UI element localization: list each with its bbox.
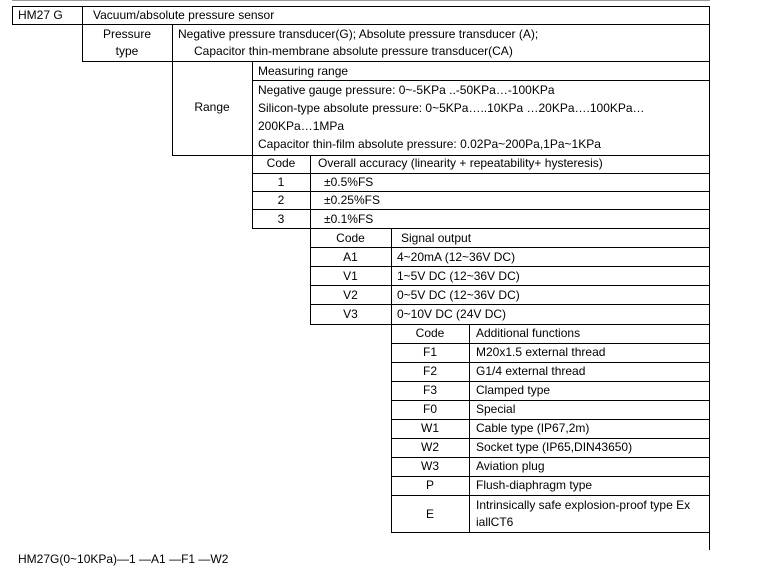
signal-desc: 1~5V DC (12~36V DC) [397,269,520,283]
accuracy-desc: ±0.25%FS [324,193,380,207]
range-line-silicon: Silicon-type absolute pressure: 0~5KPa…..10KPa …20KPa….100KPa… [258,101,645,115]
signal-code-header: Code [336,231,365,245]
signal-desc-header: Signal output [401,231,472,245]
function-desc: Clamped type [476,383,551,397]
function-code: W1 [421,421,439,435]
accuracy-desc-header: Overall accuracy (linearity + repeatability+ hysteresis) [318,156,603,170]
range-line-silicon-cont: 200KPa…1MPa [258,119,345,133]
function-code: P [425,478,434,492]
function-code: E [425,507,434,521]
function-code-header: Code [415,326,445,340]
pressure-type-line-2: Capacitor thin-membrane absolute pressure transducer(CA) [194,44,513,58]
accuracy-code: 3 [277,212,285,226]
function-desc-header: Additional functions [476,326,581,340]
accuracy-code-header: Code [266,156,296,170]
function-desc: Cable type (IP67,2m) [476,421,590,435]
range-line-negative: Negative gauge pressure: 0~-5KPa ..-50KPa…-100KPa [258,83,555,97]
function-code: F1 [422,345,437,359]
signal-code: A1 [343,250,358,264]
table-right-edge [709,6,710,550]
function-desc: Flush-diaphragm type [476,478,593,492]
order-example: HM27G(0~10KPa)—1 —A1 —F1 —W2 [18,552,229,566]
signal-code: V2 [343,288,358,302]
function-code: W2 [421,440,439,454]
signal-desc: 0~10V DC (24V DC) [397,307,507,321]
function-desc-line-1: Intrinsically safe explosion-proof type Ex [476,498,691,512]
pressure-type-line-1: Negative pressure transducer(G); Absolute pressure transducer (A); [178,27,539,41]
range-label: Range [194,100,230,114]
accuracy-code: 1 [277,175,285,189]
function-desc-line-2: iallCT6 [476,515,514,529]
signal-code: V1 [343,269,358,283]
function-desc: Aviation plug [476,459,545,473]
function-desc: Special [476,402,516,416]
function-code: W3 [421,459,439,473]
pressure-type-label-1: Pressure [102,27,152,41]
function-code: F2 [422,364,437,378]
pressure-type-label-2: type [115,44,139,58]
range-line-capacitor: Capacitor thin-film absolute pressure: 0.02Pa~200Pa,1Pa~1KPa [258,137,601,151]
range-title: Measuring range [258,64,349,78]
model-code: HM27 G [18,8,63,22]
accuracy-desc: ±0.5%FS [324,175,374,189]
signal-desc: 0~5V DC (12~36V DC) [397,288,520,302]
function-desc: Socket type (IP65,DIN43650) [476,440,633,454]
accuracy-code: 2 [277,193,285,207]
signal-code: V3 [343,307,358,321]
function-code: F3 [422,383,437,397]
function-code: F0 [422,402,437,416]
top-rule [12,0,710,1]
function-desc: M20x1.5 external thread [476,345,606,359]
function-desc: G1/4 external thread [476,364,586,378]
accuracy-desc: ±0.1%FS [324,212,374,226]
signal-desc: 4~20mA (12~36V DC) [397,250,516,264]
product-name: Vacuum/absolute pressure sensor [93,8,275,22]
